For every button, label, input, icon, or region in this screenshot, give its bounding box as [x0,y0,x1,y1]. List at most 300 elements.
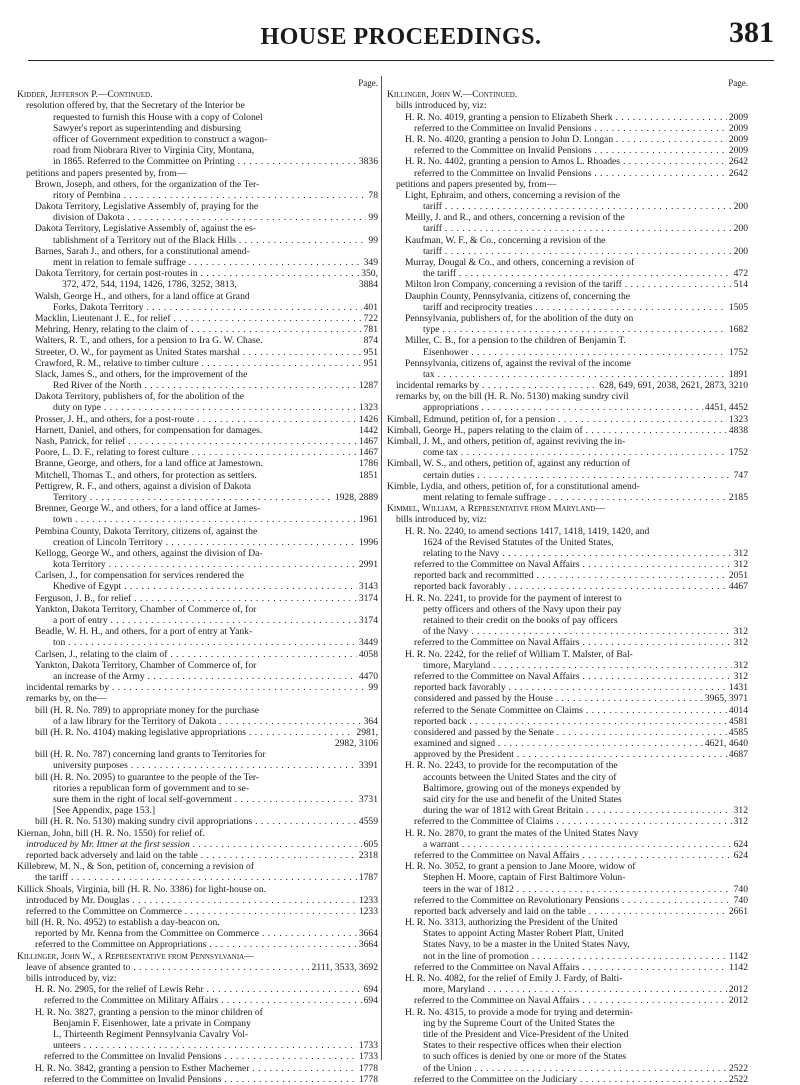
index-entry [17,884,378,895]
entry-text: referred to the Committee of Claims . . . [414,816,748,827]
index-entry [387,682,748,693]
entry-text: duty on type . . . [53,402,378,413]
entry-page-ref: 2318 [358,849,378,861]
entry-page-ref: 2522 [728,1062,748,1074]
entry-text: referred to the Committee on Invalid Pensions . . . [414,123,748,134]
index-entry [387,660,748,671]
index-entry [387,335,748,346]
entry-page-ref: 2185 [728,491,748,503]
entry-page-ref: 3449 [358,637,378,649]
entry-page-ref: 472 [733,268,748,280]
entry-page-ref: 3836 [358,156,378,168]
entry-text: Kaufman, W. F., & Co., concerning a revision of the [405,234,606,246]
entry-text: incidental remarks by . . . [396,380,748,391]
index-entry [387,1063,748,1074]
entry-text: H. R. No. 3313, authorizing the President of the United [405,917,618,929]
entry-text: H. R. No. 4315, to provide a mode for trying and determin- [405,1006,633,1018]
entry-text: a port of entry . . . [53,615,378,626]
index-entry [17,973,378,984]
entry-page-ref: 3391 [358,760,378,772]
entry-text: Stephen H. Moore, captain of First Baltimore Volun- [423,872,626,884]
entry-page-ref: 1426 [358,413,378,425]
entry-text: reported back adversely and laid on the table . . . [26,850,378,861]
index-entry [387,649,748,660]
index-entry [387,884,748,895]
entry-text: unteers . . . [53,1040,378,1051]
entry-page-ref: 349 [363,257,378,268]
index-entry [387,727,748,738]
index-entry [17,682,378,693]
index-entry [387,380,748,391]
entry-text: tablishment of a Territory out of the Black Hills . . . [53,235,378,246]
entry-text: ing by the Supreme Court of the United States the [423,1017,615,1029]
index-entry [387,414,748,425]
index-entry [17,1051,378,1062]
index-entry [387,145,748,156]
index-entry [387,928,748,939]
entry-page-ref: 740 [733,883,748,895]
entry-text: Kimmel, William, a Representative from Maryland— [387,503,605,515]
entry-page-ref: 1323 [728,413,748,425]
entry-text: Brenner, George W., and others, for a land office at James- [35,503,261,515]
entry-text: tariff . . . [423,201,748,212]
entry-page-ref: 4838 [728,424,748,436]
index-entry [17,324,378,335]
header-rule [28,60,774,61]
entry-page-ref: 364 [363,715,378,727]
index-entry [387,291,748,302]
entry-page-ref: 1323 [358,402,378,414]
entry-text: Killick Shoals, Virginia, bill (H. R. No. 3386) for light-house on. [17,883,267,895]
entry-page-ref: 2111, 3533, 3692 [311,961,378,973]
entry-text: Pembina County, Dakota Territory, citizens of, against the [35,525,258,537]
index-entry [387,313,748,324]
entry-text: States to appoint Acting Master Robert Platt, United [423,928,624,940]
entry-text: Kimble, Lydia, and others, petition of, for a constitutional amend- [387,480,640,492]
entry-text: bills introduced by, viz: [396,514,487,526]
entry-text: Milton Iron Company, concerning a revision of the tariff . . . [405,279,748,290]
entry-text: referred to the Committee on Commerce . . . [26,906,378,917]
index-entry [17,559,378,570]
entry-text: retained to their credit on the books of pay officers [423,615,618,626]
index-entry [17,458,378,469]
entry-text: Dakota Territory, Legislative Assembly of, against the es- [35,223,256,235]
index-entry [387,760,748,771]
entry-text: introduced by Mr. Ittner at the first session . . . [26,839,378,850]
entry-text: Carlsen, J., relating to the claim of . . . [35,649,378,660]
entry-page-ref: 1778 [358,1073,378,1085]
index-entry [17,649,378,660]
index-entry [387,1040,748,1051]
right-column [387,78,748,1085]
entry-page-ref: 1233 [358,894,378,906]
entry-text: referred to the Committee on Revolutionary Pensions . . . [414,895,748,906]
entry-text: a warrant . . . [423,839,748,850]
index-entry [17,1040,378,1051]
index-entry [387,951,748,962]
entry-page-ref: 200 [733,201,748,213]
entry-text: reported back favorably . . . [414,581,748,592]
entry-text: Yankton, Dakota Territory, Chamber of Commerce of, for [35,659,257,671]
entry-text: reported back and recommitted . . . [414,570,748,581]
entry-page-ref: 4621, 4640 [704,738,748,750]
page-title: HOUSE PROCEEDINGS. [260,24,542,50]
entry-text: reported back adversely and laid on the table . . . [414,906,748,917]
entry-page-ref: 4470 [358,670,378,682]
entry-text: Murray, Dougal & Co., and others, concerning a revision of [405,257,635,268]
entry-text: university purposes . . . [53,760,378,771]
entry-page-ref: 694 [363,995,378,1007]
index-entry [17,805,378,816]
entry-page-ref: 2051 [728,570,748,582]
index-entry [17,436,378,447]
entry-text: road from Niobrara River to Virginia City, Montana, [53,145,255,157]
index-entry [17,347,378,358]
entry-text: resolution offered by, that the Secretary of the Interior be [26,100,245,112]
entry-text: referred to the Committee on Appropriations . . . [35,939,378,950]
entry-text: ment relating to female suffrage . . . [423,492,748,503]
entry-text: Dakota Territory, for certain post-routes in . . . [35,268,378,279]
entry-text: Branne, George, and others, for a land office at Jamestown. [35,458,263,470]
entry-page-ref: 3664 [358,939,378,951]
entry-page-ref: 628, 649, 691, 2038, 2621, 2873, 3210 [599,380,748,392]
entry-text: reported back . . . [414,716,748,727]
index-entry [387,1029,748,1040]
index-heading [17,951,378,962]
entry-text: said city for the use and benefit of the United States [423,794,622,805]
column-divider [381,76,382,1060]
entry-text: H. R. No. 3052, to grant a pension to Jane Moore, widow of [405,861,636,873]
entry-page-ref: 200 [733,223,748,235]
entry-text: referred to the Committee on Military Affairs . . . [44,995,378,1006]
entry-page-ref: 4014 [728,704,748,716]
entry-text: during the war of 1812 with Great Britain . . . [423,805,748,816]
index-entry [387,235,748,246]
entry-page-ref: 694 [363,984,378,996]
index-entry [387,168,748,179]
entry-page-ref: 2009 [728,122,748,134]
index-entry [17,190,378,201]
index-entry [387,458,748,469]
entry-page-ref: 740 [733,894,748,906]
entry-text: not in the line of promotion . . . [423,951,748,962]
index-entry [17,335,378,346]
entry-text: the tariff . . . [35,872,378,883]
entry-text: Red River of the North . . . [53,380,378,391]
index-entry [17,1007,378,1018]
entry-page-ref: 1733 [358,1051,378,1063]
index-entry [17,615,378,626]
entry-text: Barnes, Sarah J., and others, for a constitutional amend- [35,245,250,257]
entry-page-ref: 312 [733,559,748,571]
entry-text: referred to the Committee on Naval Affairs . . . [414,995,748,1006]
index-entry [17,279,378,290]
entry-text: Dauphin County, Pennsylvania, citizens of, concerning the [405,290,631,302]
entry-text: Walsh, George H., and others, for a land office at Grand [35,290,250,302]
index-entry [387,537,748,548]
index-entry [17,402,378,413]
index-entry [387,749,748,760]
index-entry [387,671,748,682]
entry-page-ref: 1851 [358,469,378,481]
index-entry [17,637,378,648]
entry-page-ref: 312 [733,637,748,649]
index-entry [387,123,748,134]
entry-text: Pettigrew, R. F., and others, against a division of Dakota [35,480,252,492]
entry-text: of the Union . . . [423,1063,748,1074]
index-entry [17,570,378,581]
entry-text: officer of Government expedition to construct a wagon- [53,133,268,145]
entry-text: Miller, C. B., for a pension to the children of Benjamin T. [405,335,626,347]
index-entry [17,112,378,123]
index-entry [17,514,378,525]
column-page-label [17,78,378,89]
entry-page-ref: 312 [733,626,748,638]
entry-text: appropriations . . . [423,402,748,413]
entry-page-ref: 78 [368,189,378,201]
index-entry [387,100,748,111]
entry-page-ref: 4581 [728,715,748,727]
entry-text: Poore, L. D. F., relating to forest culture . . . [35,447,378,458]
entry-text: referred to the Committee on Naval Affairs . . . [414,962,748,973]
entry-page-ref: 514 [733,279,748,291]
entry-text: Territory . . . [53,492,378,503]
index-entry [387,1051,748,1062]
index-entry [17,1074,378,1085]
entry-text: ton . . . [53,637,378,648]
entry-page-ref: 312 [733,816,748,828]
index-entry [17,447,378,458]
entry-text: Killebrew, M. N., & Son, petition of, concerning a revision of [17,861,255,873]
index-entry [17,593,378,604]
entry-text: H. R. No. 4020, granting a pension to John D. Longan . . . [405,134,748,145]
entry-text: Kellogg, George W., and others, against the division of Da- [35,547,263,559]
entry-page-ref: 1996 [358,536,378,548]
entry-page-ref: 3174 [358,592,378,604]
entry-page-ref: 624 [733,838,748,850]
index-entry [387,604,748,615]
index-entry [17,1018,378,1029]
index-entry [387,324,748,335]
entry-text: [See Appendix, page 153.] [53,805,156,817]
entry-text: remarks by, on the bill (H. R. No. 5130) making sundry civil [396,391,629,403]
entry-text: Meilly, J. and R., and others, concerning a revision of the [405,212,625,224]
index-entry [17,962,378,973]
entry-text: Sawyer's report as superintending and disbursing [53,122,241,134]
entry-text: referred to the Committee on Invalid Pensions . . . [44,1074,378,1085]
index-entry [387,156,748,167]
entry-text: Baltimore, growing out of the moneys expended by [423,782,621,794]
index-entry [17,470,378,481]
index-entry [387,850,748,861]
entry-page-ref: 3174 [358,615,378,626]
index-entry [387,783,748,794]
entry-text: referred to the Committee on Invalid Pensions . . . [44,1051,378,1062]
index-entry [17,581,378,592]
index-entry [387,716,748,727]
entry-text: Mehring, Henry, relating to the claim of . . . [35,324,378,335]
entry-text: referred to the Senate Committee on Claims . . . [414,705,748,716]
entry-text: Pennsylvania, citizens of, against the revival of the income [405,357,631,369]
index-entry [17,716,378,727]
entry-text: Eisenhower . . . [423,347,748,358]
entry-text: Streeter, O. W., for payment as United States marshal . . . [35,347,378,358]
index-entry [17,1029,378,1040]
index-entry [17,201,378,212]
index-heading [387,89,748,100]
entry-text: creation of Lincoln Territory . . . [53,537,378,548]
entry-text: ment in relation to female suffrage . . . [53,257,378,268]
entry-page-ref: 99 [368,212,378,224]
entry-text: certain duties . . . [423,470,748,481]
entry-page-ref: 3664 [358,928,378,940]
entry-page-ref: 99 [368,234,378,246]
index-entry [387,962,748,973]
entry-text: considered and passed by the House . . . [414,693,748,704]
entry-page-ref: 781 [363,324,378,336]
index-entry [387,939,748,950]
entry-page-ref: 1287 [358,380,378,392]
entry-page-ref: 2982, 3106 [334,738,378,750]
entry-text: come tax . . . [423,447,748,458]
entry-text: H. R. No. 4019, granting a pension to Elizabeth Sherk . . . [405,112,748,123]
entry-page-ref: 1733 [358,1040,378,1052]
index-entry [387,402,748,413]
entry-page-ref: 951 [363,357,378,369]
entry-text: Pennsylvania, publishers of, for the abolition of the duty on [405,312,634,324]
entry-text: tariff and reciprocity treaties . . . [423,302,748,313]
entry-text: Kidder, Jefferson P.—Continued. [17,89,153,101]
index-entry [387,492,748,503]
entry-text: States Navy, to be a master in the United States Navy, [423,939,630,951]
entry-page-ref: 4559 [358,816,378,828]
entry-text: Benjamin F. Eisenhower, late a private in Company [53,1017,251,1029]
index-entry [387,201,748,212]
entry-text: teers in the war of 1812 . . . [423,884,748,895]
entry-page-ref: 1891 [728,368,748,380]
entry-text: Dakota Territory, Legislative Assembly of, praying for the [35,201,259,213]
index-entry [17,984,378,995]
index-entry [17,268,378,279]
index-entry [17,794,378,805]
index-entry [387,872,748,883]
index-entry [387,570,748,581]
index-entry [387,179,748,190]
index-entry [17,693,378,704]
index-entry [387,1007,748,1018]
entry-text: requested to furnish this House with a copy of Colonel [53,111,263,123]
entry-page-ref: 2009 [728,145,748,157]
entry-page-ref: 2642 [728,156,748,168]
index-entry [17,223,378,234]
entry-page-ref: 4058 [358,648,378,660]
entry-page-ref: 1467 [358,436,378,447]
index-entry [387,828,748,839]
index-entry [387,514,748,525]
index-entry [387,917,748,928]
entry-page-ref: 312 [733,670,748,682]
index-entry [387,794,748,805]
entry-text: considered and passed by the Senate . . . [414,727,748,738]
entry-page-ref: 2012 [728,995,748,1007]
index-entry [17,391,378,402]
entry-text: reported back favorably . . . [414,682,748,693]
index-entry [17,358,378,369]
index-entry [387,626,748,637]
entry-text: tariff . . . [423,246,748,257]
entry-text: remarks by, on the— [26,693,107,705]
index-entry [387,112,748,123]
index-entry [17,414,378,425]
entry-text: bill (H. R. No. 4952) to establish a day-beacon on. [26,917,220,929]
entry-page-ref: 4585 [728,726,748,738]
page-number: 381 [729,16,774,49]
index-entry [17,156,378,167]
index-entry [387,581,748,592]
index-entry [17,850,378,861]
index-entry [387,973,748,984]
index-entry [17,828,378,839]
entry-page-ref: 1442 [358,424,378,436]
entry-text: H. R. No. 2905, for the relief of Lewis Rehr . . . [35,984,378,995]
entry-page-ref: 4467 [728,581,748,593]
entry-text: Prosser, J. H., and others, for a post-route . . . [35,414,378,425]
index-entry [387,526,748,537]
entry-text: Dakota Territory, publishers of, for the abolition of the [35,391,245,403]
entry-page-ref: 2991 [358,559,378,571]
entry-page-ref: 1233 [358,905,378,917]
index-entry [387,369,748,380]
entry-text: Macklin, Lieutenant J. E., for relief . . . [35,313,378,324]
index-entry [17,481,378,492]
entry-text: H. R. No. 3827, granting a pension to the minor children of [35,1006,263,1018]
index-entry [387,1018,748,1029]
entry-text: title of the President and Vice-President of the United [423,1028,629,1040]
entry-page-ref: 1928, 2889 [334,491,378,503]
entry-page-ref: 2981, [356,726,378,738]
index-entry [387,223,748,234]
entry-page-ref: 624 [733,849,748,861]
entry-text: H. R. No. 2241, to provide for the payment of interest to [405,592,622,604]
entry-text: Mitchell, Thomas T., and others, for protection as settlers. [35,469,257,481]
entry-text: 1624 of the Revised Statutes of the United States, [423,536,614,548]
index-entry [17,179,378,190]
entry-text: ritory of Pembina . . . [53,190,378,201]
entry-page-ref: 3965, 3971 [704,693,748,705]
entry-text: referred to the Committee on the Judiciary . . . [414,1074,748,1085]
entry-text: Kimball, George H., papers relating to the claim of . . . [387,425,748,436]
entry-text: Forks, Dakota Territory . . . [53,302,378,313]
entry-page-ref: 312 [733,805,748,817]
index-entry [387,246,748,257]
index-entry [17,503,378,514]
index-entry [387,1074,748,1085]
entry-page-ref: Page. [358,78,378,88]
index-entry [17,604,378,615]
left-column [17,78,378,1085]
entry-page-ref: 4451, 4452 [704,402,748,414]
index-entry [387,906,748,917]
index-entry [17,772,378,783]
index-entry [17,425,378,436]
index-entry [17,548,378,559]
entry-page-ref: 3731 [358,794,378,805]
entry-text: Light, Ephraim, and others, concerning a revision of the [405,189,620,201]
entry-text: referred to the Committee on Naval Affairs . . . [414,850,748,861]
entry-text: bill (H. R. No. 4104) making legislative appropriations . . . [35,727,378,738]
index-entry [17,537,378,548]
entry-page-ref: 1467 [358,447,378,459]
